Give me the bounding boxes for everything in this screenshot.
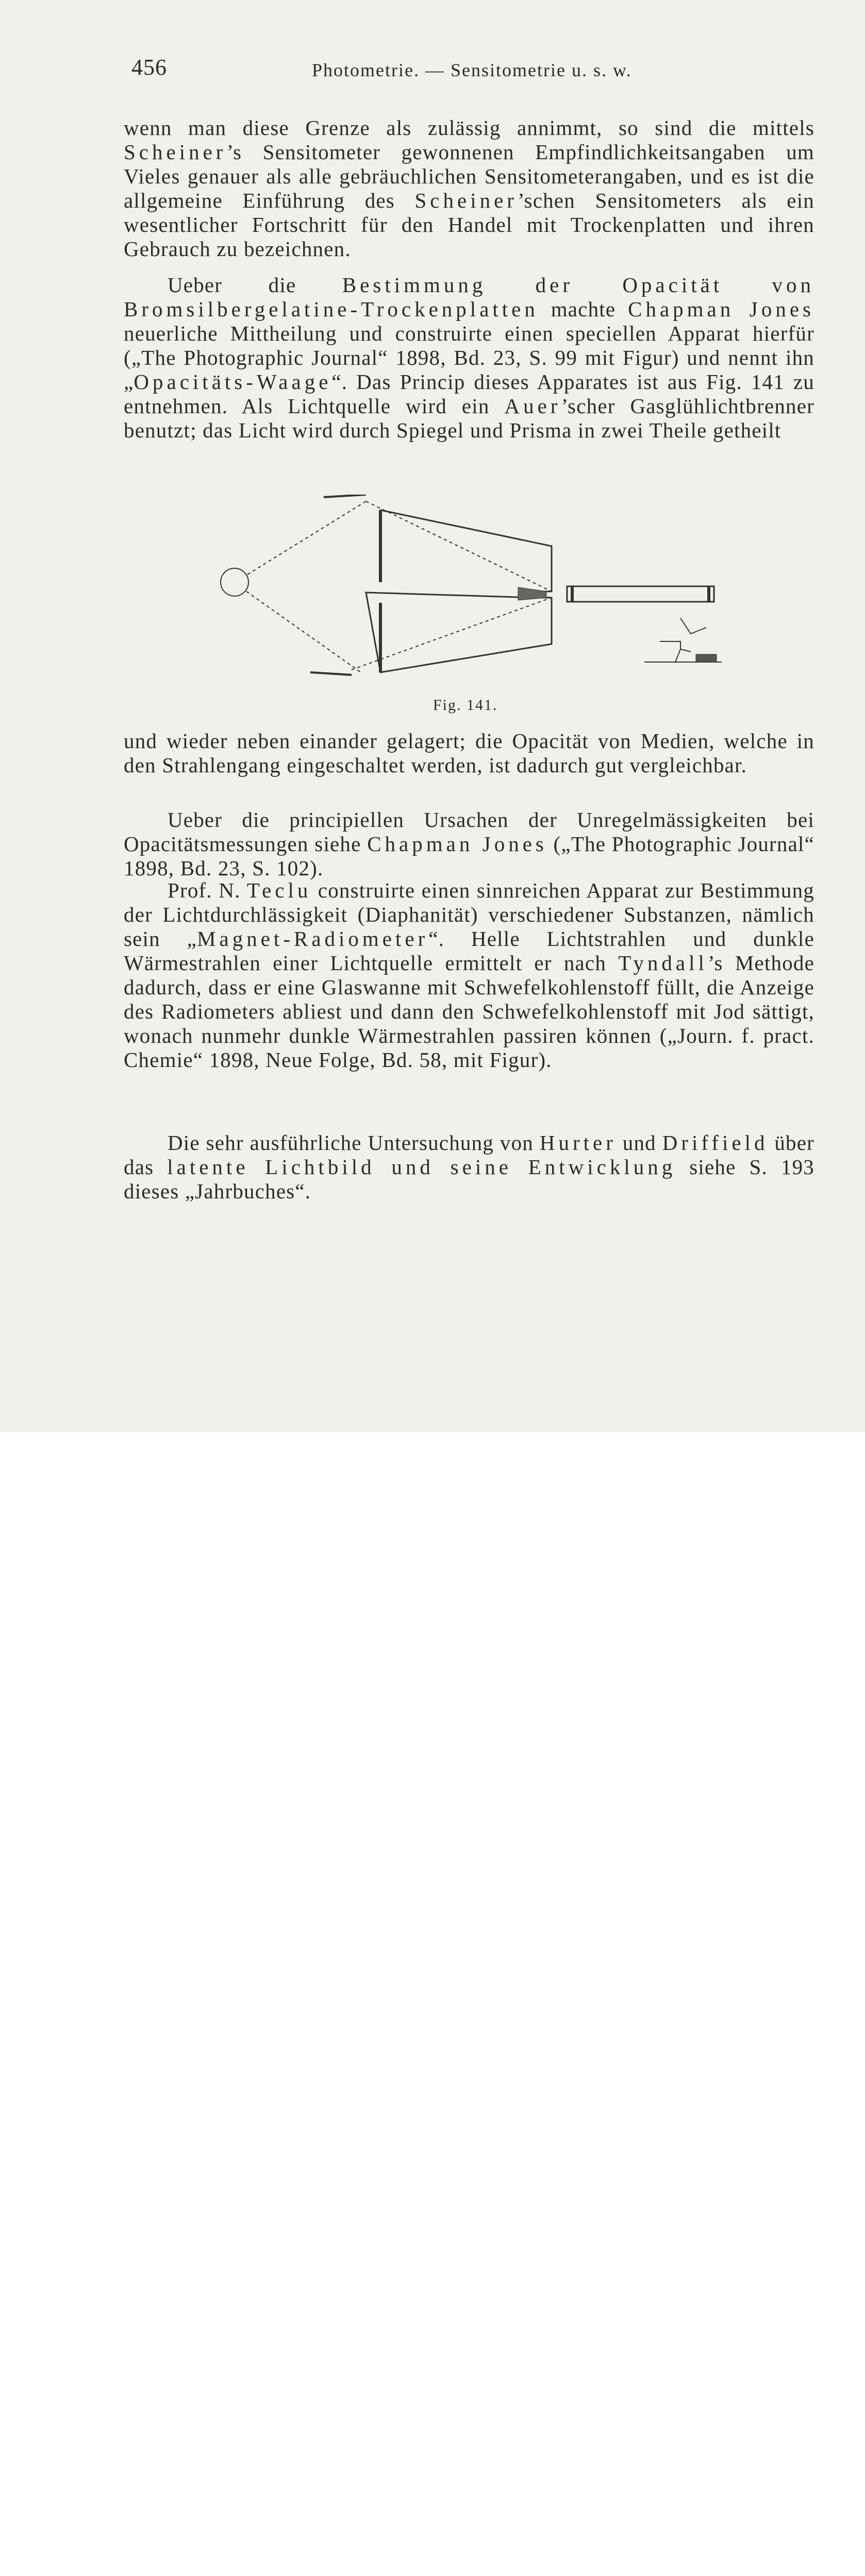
- text: („The Photographic Journal“ 1898, Bd. 23, S. 102).: [124, 832, 814, 880]
- text: “. Das Princip dieses Apparates ist aus Fig. 141 zu entnehmen. Als Lichtquelle wird ein: [124, 370, 814, 418]
- paragraph-4: [124, 808, 814, 880]
- light-source: [221, 568, 248, 596]
- page-number: 456: [131, 55, 167, 80]
- text: wenn man diese Grenze als zulässig annimmt, so sind die mittels: [124, 116, 814, 140]
- page-header: [131, 54, 817, 90]
- spaced-name: Teclu: [246, 878, 312, 902]
- text: neuerliche Mittheilung und construirte einen speciellen Apparat hierfür („The Photographic Journal“ 1898, Bd. 23, S. 99 mit Figur) und nennt ihn „: [124, 321, 814, 394]
- spaced-name: Chapman Jones: [628, 297, 814, 321]
- ray-lower-in: [246, 591, 361, 672]
- ray-upper-in: [247, 501, 366, 574]
- text: machte: [538, 297, 628, 321]
- eyepiece-tube: [567, 586, 714, 602]
- text: siehe S. 193 dieses „Jahrbuches“.: [124, 1155, 814, 1203]
- mirror-bottom: [310, 672, 352, 675]
- text: ’schen Sensitometers als ein wesentlicher Fortschritt für den Handel mit Trockenplatten und ihren Gebrauch zu bezeichnen.: [124, 189, 814, 261]
- mirror-top: [324, 495, 366, 497]
- spaced-term: Bestimmung der Opacität von Bromsilbergelatine-Trockenplatten: [124, 273, 814, 321]
- spaced-name: Chapman Jones: [367, 832, 547, 856]
- spaced-name: Driffield: [662, 1131, 769, 1155]
- text: Ueber die: [168, 273, 342, 297]
- eye-base: [696, 654, 717, 662]
- text: construirte einen sinnreichen Apparat zur Bestimmung der Lichtdurchlässigkeit (Diaphanität) verschiedener Substanzen, nämlich sein „: [124, 878, 814, 951]
- text: ’scher Gasglühlichtbrenner benutzt; das Licht wird durch Spiegel und Prisma in zwei Theile getheilt: [124, 394, 814, 442]
- spaced-term: Magnet-Radiometer: [197, 927, 429, 951]
- text: und wieder neben einander gelagert; die Opacität von Medien, welche in den Strahlengang eingeschaltet werden, ist dadurch gut vergleichbar.: [124, 729, 814, 777]
- text: und: [616, 1131, 662, 1155]
- ray-upper-reflected: [366, 501, 552, 591]
- text: Die sehr ausführliche Untersuchung von: [168, 1131, 540, 1155]
- text: Prof. N.: [168, 878, 247, 902]
- spaced-term: Opacitäts-Waage: [134, 370, 332, 394]
- paragraph-3: [124, 729, 814, 777]
- viewer-footer: [0, 1432, 865, 1495]
- text: Ueber die principiellen Ursachen der Unregelmässigkeiten bei Opacitätsmessungen siehe: [124, 808, 814, 856]
- apparatus-diagram: [217, 495, 727, 685]
- spaced-name: Scheiner: [414, 189, 518, 212]
- paragraph-5: [124, 878, 814, 1072]
- spaced-name: Tyndall: [618, 951, 708, 975]
- text: ’s Sensitometer gewonnenen Empfindlichkeitsangaben um Vieles genauer als alle gebräuchlichen Sensitometerangaben, und es ist die allgemeine Einführung des: [124, 140, 814, 212]
- paragraph-2: [124, 273, 814, 443]
- paragraph-1: [124, 116, 814, 261]
- spaced-name: Scheiner: [124, 140, 227, 164]
- text: ’s Methode dadurch, dass er eine Glaswanne mit Schwefelkohlenstoff füllt, die Anzeige des Radiometers abliest und dann den Schwefelkohlenstoff mit Jod sättigt, wonach nunmehr dunkle Wärmestrahlen passiren können („Journ. f. pract. Chemie“ 1898, Neue Folge, Bd. 58, mit Figur).: [124, 951, 814, 1072]
- spaced-name: Auer: [504, 394, 561, 418]
- spaced-term: latente Lichtbild und seine Entwicklung: [167, 1155, 676, 1179]
- spaced-name: Hurter: [539, 1131, 617, 1155]
- text: “. Helle Lichtstrahlen und dunkle Wärmestrahlen einer Lichtquelle ermittelt er nach: [124, 927, 814, 975]
- running-title: Photometrie. — Sensitometrie u. s. w.: [312, 60, 632, 80]
- text: über das: [124, 1131, 815, 1179]
- figure-caption: Fig. 141.: [433, 697, 498, 714]
- prism-wedge: [518, 587, 546, 600]
- paragraph-6: [124, 1131, 814, 1204]
